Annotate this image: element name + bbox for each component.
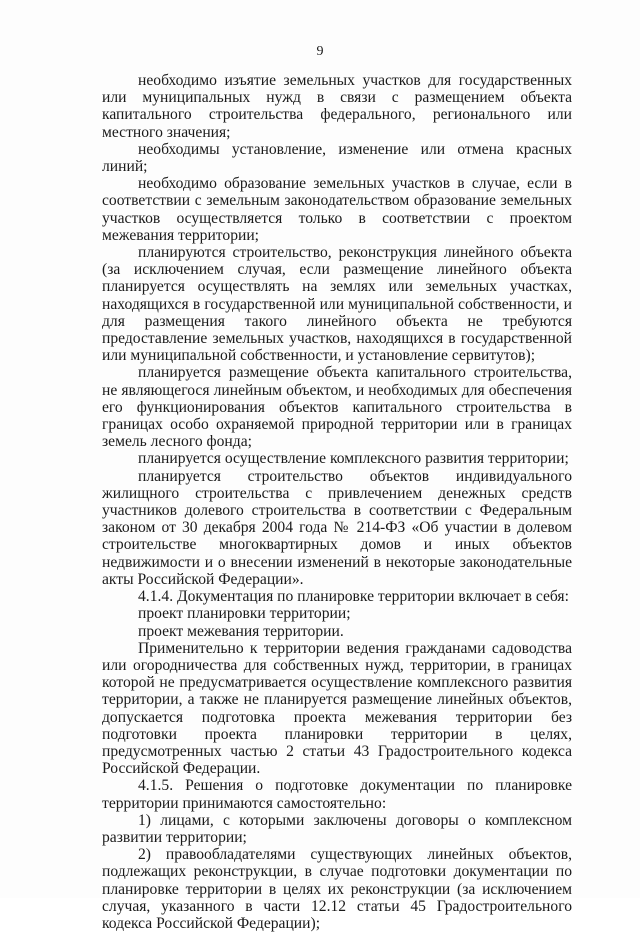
paragraph: проект планировки территории;: [138, 605, 351, 623]
paragraph: 4.1.5. Решения о подготовке документации по планировке территории принимаются самостоятельно:: [102, 777, 572, 812]
paragraph: планируется размещение объекта капитального строительства, не являющегося линейным объектом, и необходимых для обеспечения его функционирования объектов капитального строительства в границах особо охраняемой природной территории или в границах земель лесного фонда;: [102, 364, 572, 451]
paragraph: планируется строительство объектов индивидуального жилищного строительства с привлечением денежных средств участников долевого строительства в соответствии с Федеральным законом от 30 декабря 2004 года № 214-ФЗ «Об участии в долевом строительстве многоквартирных домов и иных объектов недвижимости и о внесении изменений в некоторые законодательные акты Российской Федерации».: [102, 467, 572, 588]
paragraph: необходимо образование земельных участков в случае, если в соответствии с земельным законодательством образование земельных участков осуществляется только в соответствии с проектом межевания территории;: [102, 175, 572, 244]
paragraph: необходимы установление, изменение или отмена красных линий;: [102, 140, 572, 176]
paragraph: Применительно к территории ведения гражданами садоводства или огородничества для собственных нужд, территории, в границах которой не предусматривается осуществление комплексного развития территории, а также не планируется размещение линейных объектов, допускается подготовка проекта межевания территории без подготовки проекта планировки территории в целях, предусмотренных частью 2 статьи 43 Градостроительного кодекса Российской Федерации.: [102, 639, 572, 778]
paragraph: планируется осуществление комплексного развития территории;: [138, 450, 569, 468]
paragraph: проект межевания территории.: [138, 622, 344, 640]
page-number: 9: [316, 44, 324, 59]
document-body: [102, 72, 572, 932]
paragraph: 2) правообладателями существующих линейных объектов, подлежащих реконструкции, в случае подготовки документации по планировке территории в целях их реконструкции (за исключением случая, указанного в части 12.12 статьи 45 Градостроительного кодекса Российской Федерации);: [102, 846, 572, 932]
paragraph: планируются строительство, реконструкция линейного объекта (за исключением случая, если размещение линейного объекта планируется осуществлять на землях или земельных участках, находящихся в государственной или муниципальной собственности, и для размещения такого линейного объекта не требуются предоставление земельных участков, находящихся в государственной или муниципальной собственности, и установление сервитутов);: [102, 244, 572, 365]
paragraph: 1) лицами, с которыми заключены договоры о комплексном развитии территории;: [102, 811, 572, 846]
paragraph: 4.1.4. Документация по планировке территории включает в себя:: [138, 588, 569, 606]
paragraph: необходимо изъятие земельных участков для государственных или муниципальных нужд в связи с размещением объекта капитального строительства федерального, регионального или местного значения;: [102, 72, 572, 141]
